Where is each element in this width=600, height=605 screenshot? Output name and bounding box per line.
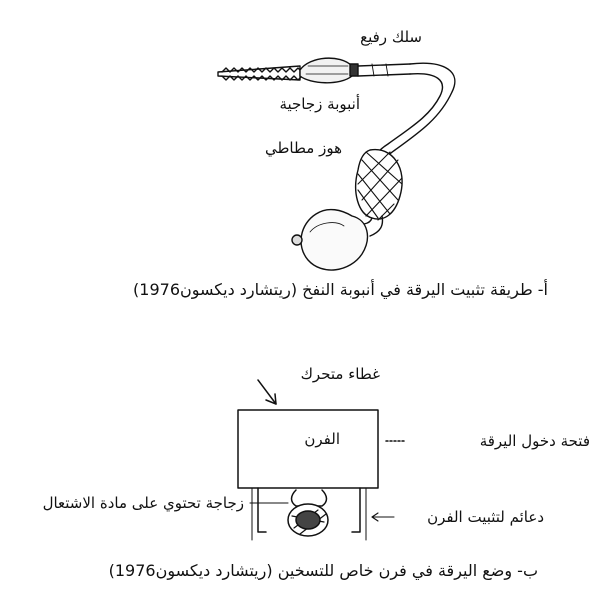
label-rubber-hose: هوز مطاطي	[264, 139, 342, 157]
label-fuel-bottle: زجاجة تحتوي على مادة الاشتعال	[42, 494, 244, 512]
figure-b-caption: ب- وضع اليرقة في فرن خاص للتسخين (ريتشارد ديكسون1976)	[108, 561, 538, 580]
label-oven: الفرن	[304, 430, 340, 448]
oven-box	[238, 410, 378, 488]
label-larva-entry: فتحة دخول اليرقة	[479, 432, 590, 450]
netted-balloon	[356, 150, 402, 220]
cover-arrow	[258, 380, 276, 404]
larva-body	[218, 66, 302, 80]
fuel-bottle	[288, 490, 328, 536]
squeeze-bulb	[292, 210, 367, 271]
figure-a-caption: أ- طريقة تثبيت اليرقة في أنبوبة النفخ (ريتشارد ديكسون1976)	[133, 280, 548, 299]
glass-tube-neck	[358, 64, 410, 76]
label-thin-wire: سلك رفيع	[360, 28, 422, 46]
label-supports: دعائم لتثبيت الفرن	[427, 508, 544, 526]
glass-tube-bulb	[300, 58, 358, 83]
label-glass-tube: أنبوبة زجاجية	[279, 95, 360, 113]
supports-arrow	[372, 513, 394, 521]
label-movable-cover: غطاء متحرك	[300, 365, 380, 383]
